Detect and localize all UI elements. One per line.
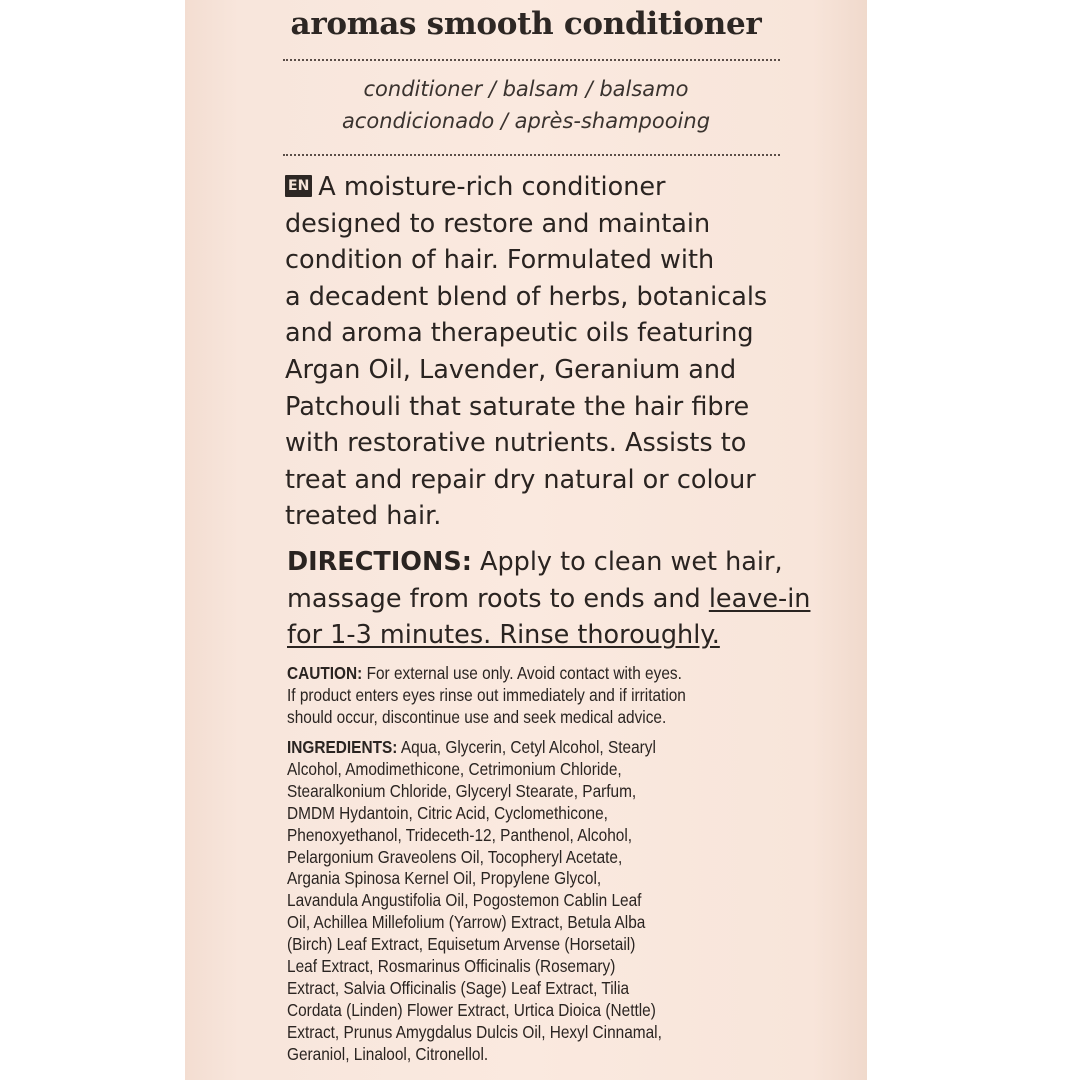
ingredients-line: Argania Spinosa Kernel Oil, Propylene Glycol, (287, 868, 602, 889)
ingredients-line: Pelargonium Graveolens Oil, Tocopheryl Acetate, (287, 846, 623, 867)
ingredients-line: Aqua, Glycerin, Cetyl Alcohol, Stearyl (400, 737, 656, 757)
description-line: designed to restore and maintain (285, 208, 711, 239)
caution-line: should occur, discontinue use and seek medical advice. (287, 706, 667, 727)
ingredients-line: Lavandula Angustifolia Oil, Pogostemon Cablin Leaf (287, 890, 642, 911)
description-line: a decadent blend of herbs, botanicals (285, 281, 768, 312)
ingredients-line: Extract, Prunus Amygdalus Dulcis Oil, Hexyl Cinnamal, (287, 1021, 662, 1042)
dotted-divider-top (283, 59, 780, 61)
caution-line: If product enters eyes rinse out immediately and if irritation (287, 684, 686, 705)
directions-line: Apply to clean wet hair, (480, 547, 783, 577)
ingredients-line: Alcohol, Amodimethicone, Cetrimonium Chloride, (287, 758, 622, 779)
description-line: A moisture-rich conditioner (318, 172, 666, 202)
subtitle-line-1: conditioner / balsam / balsamo (363, 77, 689, 101)
directions-line: massage from roots to ends and (287, 583, 709, 614)
caution-section (287, 663, 686, 729)
ingredients-line: Phenoxyethanol, Trideceth-12, Panthenol, Alcohol, (287, 824, 633, 845)
language-badge: EN (285, 175, 312, 197)
ingredients-line: (Birch) Leaf Extract, Equisetum Arvense (Horsetail) (287, 934, 636, 955)
product-title: aromas smooth conditioner (290, 6, 762, 42)
directions-section (287, 544, 810, 654)
ingredients-section (287, 737, 662, 1066)
description-line: Patchouli that saturate the hair fibre (285, 391, 750, 422)
description-line: and aroma therapeutic oils featuring (285, 318, 754, 349)
subtitle-line-2: acondicionado / après-shampooing (341, 109, 711, 133)
ingredients-line: Extract, Salvia Officinalis (Sage) Leaf Extract, Tilia (287, 977, 630, 998)
ingredients-line: Geraniol, Linalool, Citronellol. (287, 1043, 489, 1064)
description-line: Argan Oil, Lavender, Geranium and (285, 354, 737, 385)
description-line: condition of hair. Formulated with (285, 245, 715, 276)
ingredients-line: Oil, Achillea Millefolium (Yarrow) Extract, Betula Alba (287, 912, 646, 933)
ingredients-line: Leaf Extract, Rosmarinus Officinalis (Rosemary) (287, 956, 616, 977)
directions-underlined-text: leave-in (708, 583, 811, 614)
ingredients-line: DMDM Hydantoin, Citric Acid, Cyclomethicone, (287, 802, 608, 823)
caution-line: For external use only. Avoid contact with eyes. (366, 663, 682, 683)
caution-label: CAUTION: (287, 663, 363, 683)
product-description (285, 169, 767, 535)
product-type-translations (185, 73, 867, 137)
dotted-divider-bottom (283, 154, 780, 156)
description-line: with restorative nutrients. Assists to (285, 428, 747, 459)
directions-underlined-text: for 1-3 minutes. Rinse thoroughly. (287, 620, 720, 650)
directions-label: DIRECTIONS: (287, 547, 472, 577)
ingredients-line: Stearalkonium Chloride, Glyceryl Stearate, Parfum, (287, 780, 637, 801)
ingredients-line: Cordata (Linden) Flower Extract, Urtica Dioica (Nettle) (287, 999, 656, 1020)
ingredients-label: INGREDIENTS: (287, 737, 398, 757)
description-line: treat and repair dry natural or colour (285, 464, 756, 495)
description-line: treated hair. (285, 501, 442, 532)
